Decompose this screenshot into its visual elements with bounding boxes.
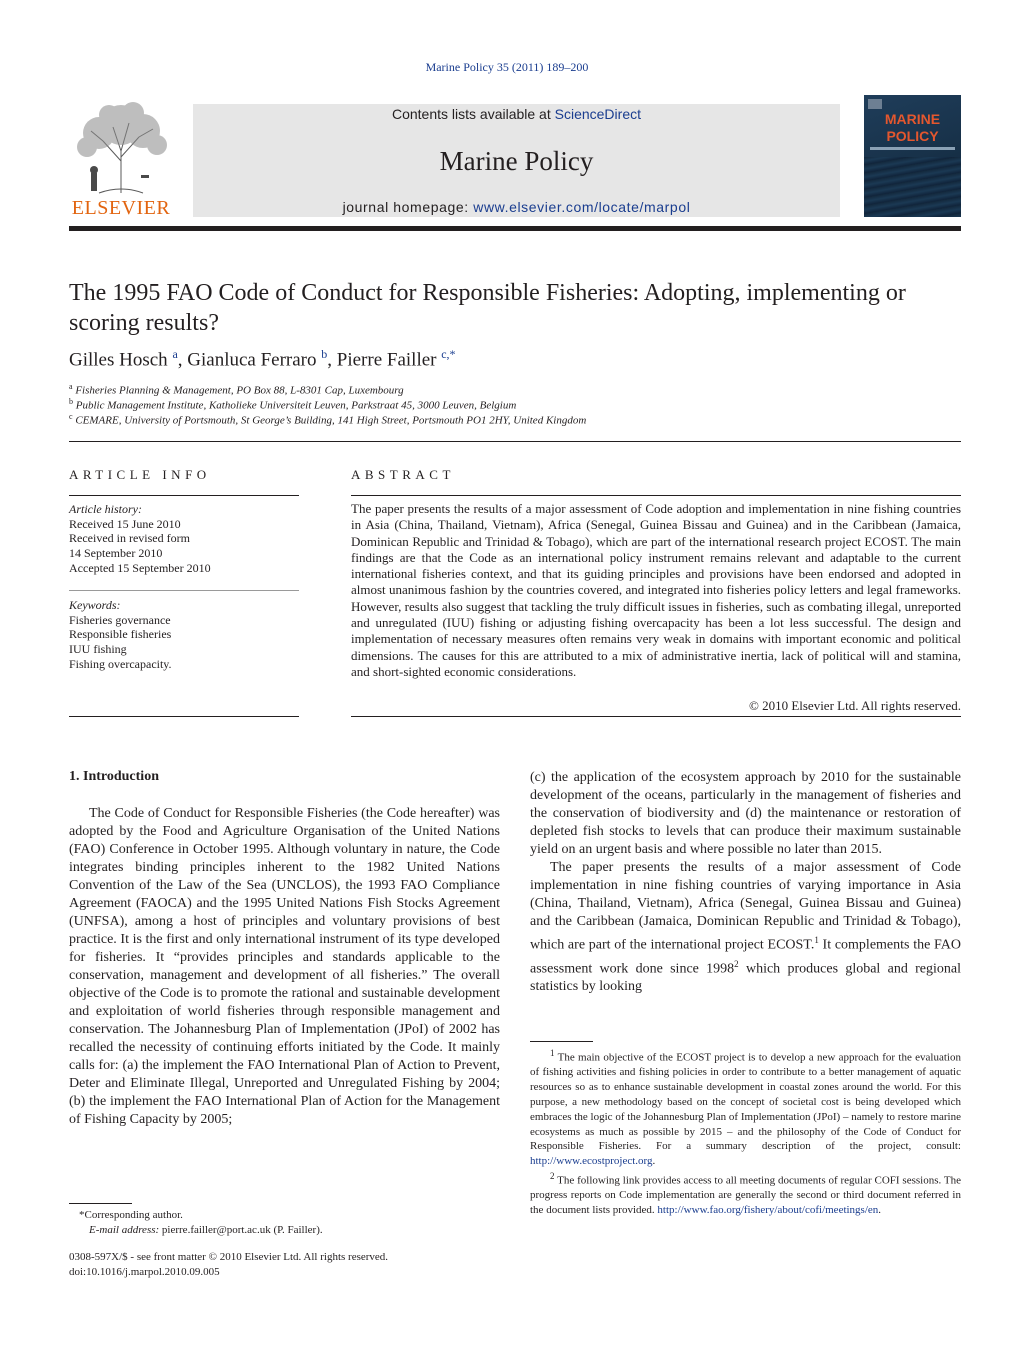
abstract-rule: [351, 495, 961, 496]
abstract-heading: ABSTRACT: [351, 467, 455, 482]
journal-header: [69, 95, 961, 217]
author-affil-mark[interactable]: c,*: [441, 347, 456, 361]
homepage-label: journal homepage:: [342, 199, 474, 215]
body-paragraph: The Code of Conduct for Responsible Fisheries (the Code hereafter) was adopted by the Food and Agriculture Organisation of the United Nations (FAO) Conference in October 1995. Although voluntary in nature, the Code integrates binding principles inherent to the 1982 United Nations Convention of the Law of the Sea (UNCLOS), the 1993 FAO Compliance Agreement (FAOCA) and the 1995 United Nations Fish Stocks Agreement (UNFSA), among a host of principles and voluntary provisions of best practice. It is the first and only international instrument of its type developed for fisheries. It “provides principles and standards applicable to the conservation, management and development of all fisheries.” The overall objective of the Code is to promote the rational and sustainable development and exploitation of world fisheries through responsible management and conservation. The Johannesburg Plan of Implementation (JPoI) of 2002 has recalled the necessity of continuing efforts initiated by the Code. It mainly calls for: (a) the implement the FAO International Plan of Action to Prevent, Deter and Eliminate Illegal, Unreported and Unregulated Fishing by 2004; (b) the implement the FAO International Plan of Action for the Management of Fishing Capacity by 2005;: [69, 806, 500, 1127]
corresponding-author-note: *Corresponding author. E-mail address: pierre.failler@port.ac.uk (P. Failler).: [79, 1209, 323, 1236]
publication-info: [69, 1250, 500, 1280]
footnote-link[interactable]: http://www.ecostproject.org: [530, 1155, 653, 1168]
author-name[interactable]: Gilles Hosch: [69, 349, 168, 371]
header-rule: [69, 226, 961, 231]
cover-publisher-mark: [868, 99, 882, 109]
affiliation: $^c$ CEMARE, University of Portsmouth, St George’s Building, 141 High Street, Portsmouth PO1 2HY, United Kingdom: [69, 412, 587, 427]
journal-homepage: [193, 199, 840, 215]
corresponding-rule: [69, 1203, 132, 1204]
keywords-rule: [69, 590, 299, 591]
journal-info-band: [193, 104, 840, 217]
author-name[interactable]: Gianluca Ferraro: [187, 349, 317, 371]
footnote-ref[interactable]: 2: [734, 958, 739, 969]
keywords-list: [69, 598, 299, 672]
journal-cover-image[interactable]: [864, 95, 961, 217]
keyword-item: Fisheries governance: [69, 612, 171, 627]
author-list: Gilles Hosch $^a$, Gianluca Ferraro $^b$, Pierre Failler $^{c,*}$: [69, 347, 456, 371]
author-name[interactable]: Pierre Failler: [336, 349, 437, 371]
cover-sea-image: [864, 157, 961, 217]
article-history: [69, 502, 299, 576]
contents-line: [193, 106, 840, 122]
history-item: 14 September 2010: [69, 546, 163, 561]
abstract-body: The paper presents the results of a major assessment of Code adoption and implementation in nine fishing countries in Asia (China, Thailand, Vietnam), Africa (Senegal, Guinea Bissau and Guinea) and in the Caribbean (Jamaica, Dominican Republic and Trinidad & Tobago), which are part of the international research project ECOST. The main findings are that the Code as an international policy instrument remains relevant and adaptable to the current international fisheries context, and that its guiding principles and provisions have been endorsed and adopted in almost unanimous fashion by the countries covered, and integrated into fisheries policy letters and legal frameworks. However, results also suggest that tackling the truly difficult issues in fisheries, such as combating illegal, unreported and unregulated (IUU) fishing or adjusting fishing overcapacity has been a lot less successful. The design and implementation of necessary measures often remains very weak in domains with important economic and political dimensions. The causes for this are attributed to a mix of administrative inertia, lack of political will and stamina, and short-sighted economic considerations.: [351, 501, 961, 679]
cover-title: MARINE POLICY: [884, 111, 941, 144]
affiliation-rule: [69, 441, 961, 442]
article-title: The 1995 FAO Code of Conduct for Responsible Fisheries: Adopting, implementing or scoring results?: [69, 280, 906, 336]
author-affil-mark[interactable]: b: [321, 347, 328, 361]
keyword-item: IUU fishing: [69, 642, 127, 657]
cover-subtitle-bar: [870, 147, 955, 150]
history-item: Received 15 June 2010: [69, 516, 181, 531]
doi-link[interactable]: doi:10.1016/j.marpol.2010.09.005: [69, 1266, 220, 1278]
article-info-heading: ARTICLE INFO: [69, 467, 211, 482]
affiliation: $^b$ Public Management Institute, Katholieke Universiteit Leuven, Parkstraat 45, 3000 Leuven, Belgium: [69, 397, 517, 412]
info-rule: [69, 495, 299, 496]
journal-name: Marine Policy: [439, 146, 594, 176]
corresponding-mark: *: [79, 1209, 85, 1221]
keyword-item: Responsible fisheries: [69, 627, 172, 642]
keyword-item: Fishing overcapacity.: [69, 656, 172, 671]
footnote: $^2$ The following link provides access to all meeting documents of regular COFI sessions. The progress reports on Code implementation are generally the second or third document referred in the document lists provided. http://www.fao.org/fishery/about/cofi/meetings/en.: [530, 1171, 961, 1217]
body-paragraph: The paper presents the results of a major assessment of Code implementation in nine fishing countries of varying importance in Asia (China, Thailand, Vietnam), Africa (Senegal, Guinea Bissau and Guinea) and the Caribbean (Jamaica, Dominican Republic and Trinidad & Tobago), which are part of the international project ECOST.$^1$ It complements the FAO assessment work done since 1998$^2$ which produces global and regional statistics by looking: [530, 860, 962, 995]
footnote-ref[interactable]: 1: [814, 935, 819, 945]
section-heading-introduction: 1. Introduction: [69, 769, 159, 784]
corresponding-email[interactable]: pierre.failler@port.ac.uk (P. Failler).: [161, 1224, 323, 1236]
footnote-link[interactable]: http://www.fao.org/fishery/about/cofi/meetings/en: [657, 1204, 879, 1217]
contents-prefix: Contents lists available at: [391, 106, 555, 122]
sciencedirect-link[interactable]: ScienceDirect: [554, 106, 641, 122]
history-item: Received in revised form: [69, 531, 190, 546]
history-label: Article history:: [69, 502, 142, 516]
body-paragraph: (c) the application of the ecosystem approach by 2010 for the sustainable development of the oceans, particularly in the management of fisheries and the conservation of biodiversity and (d) the maintenance or restoration of depleted fish stocks to levels that can produce their maximum sustainable yield on an urgent basis and where possible no later than 2015.: [530, 770, 961, 857]
footnote-rule: [530, 1041, 593, 1042]
author-affil-mark[interactable]: a: [172, 347, 178, 361]
history-item: Accepted 15 September 2010: [69, 560, 211, 575]
abstract-bottom-rule: [351, 716, 961, 717]
body-column-left: [69, 805, 500, 1129]
abstract-copyright: © 2010 Elsevier Ltd. All rights reserved.: [748, 698, 961, 713]
footnotes: [530, 1046, 961, 1218]
journal-citation[interactable]: Marine Policy 35 (2011) 189–200: [425, 60, 589, 74]
elsevier-tree-icon: [69, 101, 173, 197]
footnote: $^1$ The main objective of the ECOST project is to develop a new approach for the evaluation of fishing activities and fishing policies in order to contribute to a better management of aquatic resources so as to enhance sustainable development in coastal zones around the world. For this purpose, a new methodology based on the concept of societal cost is being developed which embraces the logic of the Johannesburg Plan of Implementation (JPoI) – namely to restore marine ecosystems as much as possible by 2015 – and the philosophy of the Code of Conduct for Responsible Fisheries. For a summary description of the project, consult: http://www.ecostproject.org.: [530, 1048, 961, 1168]
affiliation: $^a$ Fisheries Planning & Management, PO Box 88, L-8301 Cap, Luxembourg: [69, 382, 404, 397]
homepage-link[interactable]: www.elsevier.com/locate/marpol: [473, 199, 691, 215]
elsevier-logo[interactable]: [69, 101, 173, 219]
issn-line: 0308-597X/$ - see front matter © 2010 Elsevier Ltd. All rights reserved.: [69, 1251, 389, 1263]
body-column-right: [530, 769, 961, 996]
info-bottom-rule: [69, 716, 299, 717]
keywords-label: Keywords:: [69, 598, 121, 612]
elsevier-wordmark: ELSEVIER: [71, 197, 171, 219]
